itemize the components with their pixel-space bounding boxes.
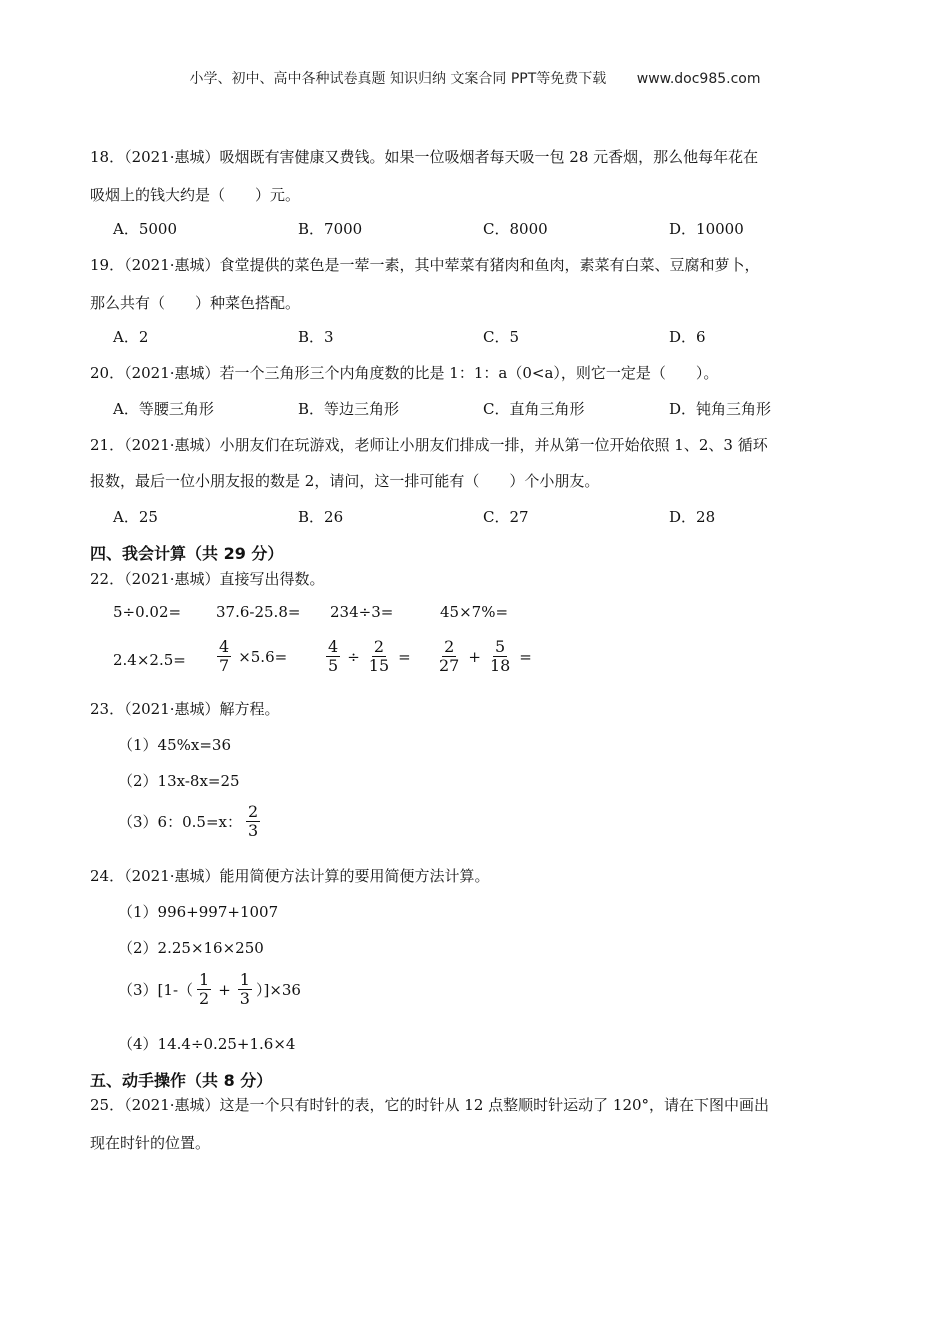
q22-calc-5: 2.4×2.5= <box>113 651 186 669</box>
q24-sub-3: （3）[1-（ $\frac{1}{2}$ + $\frac{1}{3}$ ）]×36 <box>118 970 301 1009</box>
header-site-link[interactable]: www.doc985.com <box>636 71 761 87</box>
q21-option-d[interactable]: D．28 <box>669 508 716 526</box>
q23-sub-1: （1）45%x=36 <box>118 736 231 754</box>
q22-calc-2: 37.6-25.8= <box>216 603 301 621</box>
q23-sub-2: （2）13x-8x=25 <box>118 772 240 790</box>
fraction: $\frac{4}{7}$ <box>219 637 230 676</box>
q22-calc-3: 234÷3= <box>330 603 394 621</box>
q19-option-a[interactable]: A．2 <box>113 328 149 346</box>
q25-line1: 25．（2021·惠城）这是一个只有时针的表，它的时针从 12 点整顺时针运动了 120°，请在下图中画出 <box>90 1096 770 1114</box>
q20-option-d[interactable]: D．钝角三角形 <box>669 400 772 418</box>
q18-option-a[interactable]: A．5000 <box>113 220 178 238</box>
q20-option-b[interactable]: B．等边三角形 <box>298 400 400 418</box>
q22-calc-7: $\frac{4}{5}$ ÷ $\frac{2}{15}$ = <box>328 637 411 676</box>
q21-option-a[interactable]: A．25 <box>113 508 158 526</box>
q21-option-c[interactable]: C．27 <box>483 508 529 526</box>
q23-stem: 23．（2021·惠城）解方程。 <box>90 700 280 718</box>
q19-option-b[interactable]: B．3 <box>298 328 334 346</box>
q24-sub-4: （4）14.4÷0.25+1.6×4 <box>118 1035 296 1053</box>
q19-option-d[interactable]: D．6 <box>669 328 706 346</box>
q20-option-c[interactable]: C．直角三角形 <box>483 400 585 418</box>
fraction: $\frac{2}{27}$ <box>439 637 460 676</box>
q22-calc-6: $\frac{4}{7}$ ×5.6= <box>219 637 288 676</box>
section5-heading: 五、动手操作（共 8 分） <box>90 1071 273 1090</box>
q21-line2: 报数，最后一位小朋友报的数是 2，请问，这一排可能有（ ）个小朋友。 <box>90 472 600 490</box>
q19-line1: 19．（2021·惠城）食堂提供的菜色是一荤一素，其中荤菜有猪肉和鱼肉，素菜有白菜、豆腐和萝卜， <box>90 256 760 274</box>
q19-line2: 那么共有（ ）种菜色搭配。 <box>90 294 301 312</box>
q24-sub-1: （1）996+997+1007 <box>118 903 279 921</box>
q24-sub-2: （2）2.25×16×250 <box>118 939 264 957</box>
q25-line2: 现在时针的位置。 <box>90 1134 211 1152</box>
q22-calc-1: 5÷0.02= <box>113 603 182 621</box>
q18-line2: 吸烟上的钱大约是（ ）元。 <box>90 186 301 204</box>
fraction: $\frac{5}{18}$ <box>489 637 511 676</box>
page-header <box>0 68 950 88</box>
q23-sub-3: （3）6：0.5=x： $\frac{2}{3}$ <box>118 802 259 841</box>
q24-stem: 24．（2021·惠城）能用简便方法计算的要用简便方法计算。 <box>90 867 490 885</box>
q19-option-c[interactable]: C．5 <box>483 328 520 346</box>
fraction: $\frac{1}{3}$ <box>239 970 250 1009</box>
fraction: $\frac{2}{15}$ <box>368 637 390 676</box>
fraction: $\frac{2}{3}$ <box>247 802 259 841</box>
q18-line1: 18．（2021·惠城）吸烟既有害健康又费钱。如果一位吸烟者每天吸一包 28 元香烟，那么他每年花在 <box>90 148 759 166</box>
q22-calc-4: 45×7%= <box>440 603 509 621</box>
q21-option-b[interactable]: B．26 <box>298 508 344 526</box>
q22-calc-8: $\frac{2}{27}$ + $\frac{5}{18}$ = <box>439 637 532 676</box>
q18-option-b[interactable]: B．7000 <box>298 220 363 238</box>
q21-line1: 21．（2021·惠城）小朋友们在玩游戏，老师让小朋友们排成一排，并从第一位开始依照 1、2、3 循环 <box>90 436 768 454</box>
q20-option-a[interactable]: A．等腰三角形 <box>113 400 214 418</box>
q18-option-d[interactable]: D．10000 <box>669 220 744 238</box>
section4-heading: 四、我会计算（共 29 分） <box>90 544 284 563</box>
q18-option-c[interactable]: C．8000 <box>483 220 548 238</box>
header-text: 小学、初中、高中各种试卷真题 知识归纳 文案合同 PPT等免费下载 <box>189 71 607 87</box>
q22-stem: 22．（2021·惠城）直接写出得数。 <box>90 570 325 588</box>
fraction: $\frac{1}{2}$ <box>199 970 210 1009</box>
fraction: $\frac{4}{5}$ <box>328 637 339 676</box>
q20-line1: 20．（2021·惠城）若一个三角形三个内角度数的比是 1：1：a（0<a），则它一定是（ ）。 <box>90 364 719 382</box>
